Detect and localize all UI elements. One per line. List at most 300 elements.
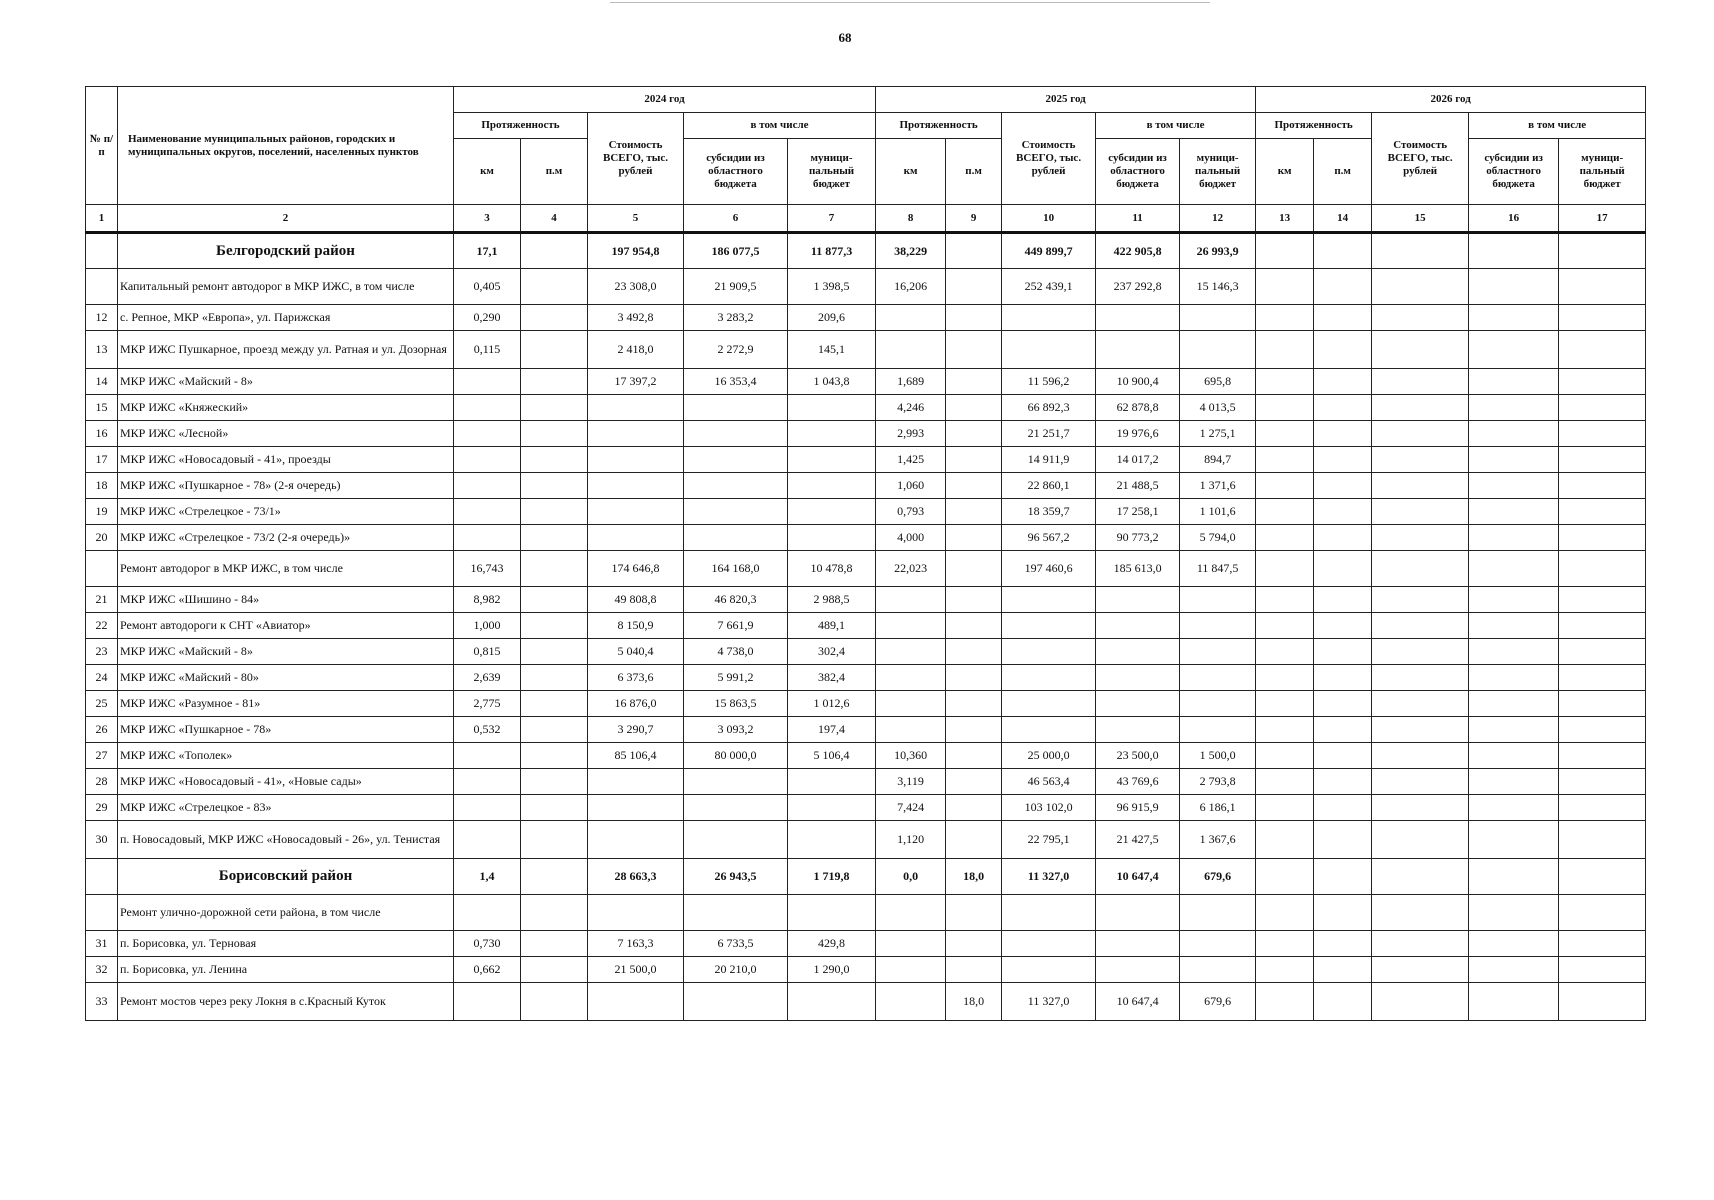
- value-cell: 3 093,2: [684, 717, 788, 743]
- value-cell: [521, 369, 588, 395]
- column-number: 9: [946, 205, 1002, 233]
- value-cell: [1096, 639, 1180, 665]
- value-cell: 17 258,1: [1096, 499, 1180, 525]
- value-cell: [1314, 931, 1372, 957]
- value-cell: [1372, 473, 1469, 499]
- value-cell: 1 012,6: [788, 691, 876, 717]
- value-cell: 145,1: [788, 331, 876, 369]
- header-municipal-2025: муници-пальный бюджет: [1180, 139, 1256, 205]
- value-cell: [1372, 957, 1469, 983]
- value-cell: 10 478,8: [788, 551, 876, 587]
- value-cell: 96 915,9: [1096, 795, 1180, 821]
- value-cell: [454, 421, 521, 447]
- value-cell: 22 860,1: [1002, 473, 1096, 499]
- value-cell: [1469, 743, 1559, 769]
- value-cell: 11 877,3: [788, 233, 876, 269]
- value-cell: [1469, 369, 1559, 395]
- table-row: [86, 369, 1646, 395]
- row-number: 29: [86, 795, 118, 821]
- header-subsidy-2025: субсидии из областного бюджета: [1096, 139, 1180, 205]
- value-cell: [1372, 369, 1469, 395]
- value-cell: [1559, 717, 1646, 743]
- value-cell: 0,793: [876, 499, 946, 525]
- value-cell: 1,000: [454, 613, 521, 639]
- value-cell: 2,775: [454, 691, 521, 717]
- value-cell: [1559, 233, 1646, 269]
- value-cell: 4 738,0: [684, 639, 788, 665]
- value-cell: [588, 983, 684, 1021]
- value-cell: [1256, 331, 1314, 369]
- value-cell: [454, 447, 521, 473]
- value-cell: [1180, 587, 1256, 613]
- value-cell: 14 017,2: [1096, 447, 1180, 473]
- value-cell: [1372, 421, 1469, 447]
- value-cell: [1559, 821, 1646, 859]
- row-number: 23: [86, 639, 118, 665]
- value-cell: [1314, 957, 1372, 983]
- value-cell: [454, 743, 521, 769]
- value-cell: [521, 447, 588, 473]
- table-row: [86, 421, 1646, 447]
- value-cell: 0,115: [454, 331, 521, 369]
- row-number: 24: [86, 665, 118, 691]
- value-cell: [1372, 525, 1469, 551]
- value-cell: [1372, 859, 1469, 895]
- value-cell: 11 596,2: [1002, 369, 1096, 395]
- value-cell: [1096, 931, 1180, 957]
- value-cell: 2 272,9: [684, 331, 788, 369]
- value-cell: 28 663,3: [588, 859, 684, 895]
- value-cell: [1469, 499, 1559, 525]
- value-cell: [1469, 269, 1559, 305]
- value-cell: [788, 473, 876, 499]
- value-cell: 66 892,3: [1002, 395, 1096, 421]
- value-cell: [684, 499, 788, 525]
- value-cell: 21 251,7: [1002, 421, 1096, 447]
- value-cell: [684, 821, 788, 859]
- item-name: МКР ИЖС «Пушкарное - 78»: [118, 717, 454, 743]
- value-cell: 16 353,4: [684, 369, 788, 395]
- item-name: МКР ИЖС «Стрелецкое - 73/1»: [118, 499, 454, 525]
- row-number: 20: [86, 525, 118, 551]
- header-name: Наименование муниципальных районов, городских и муниципальных округов, поселений, населенных пунктов: [118, 87, 454, 205]
- value-cell: [1096, 613, 1180, 639]
- row-number: 30: [86, 821, 118, 859]
- header-length-2026: Протяженность: [1256, 113, 1372, 139]
- value-cell: 18 359,7: [1002, 499, 1096, 525]
- value-cell: [1180, 305, 1256, 331]
- value-cell: [1256, 525, 1314, 551]
- table-row: [86, 525, 1646, 551]
- value-cell: 0,815: [454, 639, 521, 665]
- value-cell: [1559, 551, 1646, 587]
- value-cell: 449 899,7: [1002, 233, 1096, 269]
- value-cell: [1096, 691, 1180, 717]
- value-cell: [946, 233, 1002, 269]
- value-cell: [1096, 587, 1180, 613]
- table-row: [86, 551, 1646, 587]
- value-cell: [1256, 473, 1314, 499]
- value-cell: [1256, 957, 1314, 983]
- header-km-2025: км: [876, 139, 946, 205]
- value-cell: 1 500,0: [1180, 743, 1256, 769]
- value-cell: 46 820,3: [684, 587, 788, 613]
- value-cell: 10,360: [876, 743, 946, 769]
- value-cell: [1469, 983, 1559, 1021]
- value-cell: [1314, 499, 1372, 525]
- page-number: 68: [838, 30, 852, 45]
- value-cell: 2 793,8: [1180, 769, 1256, 795]
- value-cell: 21 500,0: [588, 957, 684, 983]
- value-cell: 90 773,2: [1096, 525, 1180, 551]
- value-cell: 0,0: [876, 859, 946, 895]
- value-cell: [876, 691, 946, 717]
- value-cell: [1314, 795, 1372, 821]
- value-cell: 8,982: [454, 587, 521, 613]
- table-row: [86, 473, 1646, 499]
- item-name: МКР ИЖС «Новосадовый - 41», «Новые сады»: [118, 769, 454, 795]
- value-cell: 16,743: [454, 551, 521, 587]
- value-cell: 14 911,9: [1002, 447, 1096, 473]
- header-subsidy-2024: субсидии из областного бюджета: [684, 139, 788, 205]
- value-cell: [946, 717, 1002, 743]
- value-cell: [1559, 665, 1646, 691]
- value-cell: [1559, 691, 1646, 717]
- value-cell: [876, 331, 946, 369]
- value-cell: [1314, 447, 1372, 473]
- value-cell: [946, 743, 1002, 769]
- value-cell: [684, 421, 788, 447]
- value-cell: [946, 331, 1002, 369]
- value-cell: [876, 931, 946, 957]
- value-cell: 185 613,0: [1096, 551, 1180, 587]
- header-pm-2025: п.м: [946, 139, 1002, 205]
- value-cell: [521, 931, 588, 957]
- value-cell: [1372, 305, 1469, 331]
- value-cell: 0,532: [454, 717, 521, 743]
- value-cell: [788, 421, 876, 447]
- value-cell: 0,730: [454, 931, 521, 957]
- value-cell: [1256, 395, 1314, 421]
- item-name: МКР ИЖС «Лесной»: [118, 421, 454, 447]
- value-cell: 1,4: [454, 859, 521, 895]
- value-cell: 15 863,5: [684, 691, 788, 717]
- row-number: [86, 551, 118, 587]
- value-cell: [521, 525, 588, 551]
- value-cell: [684, 473, 788, 499]
- value-cell: 1 275,1: [1180, 421, 1256, 447]
- value-cell: 21 427,5: [1096, 821, 1180, 859]
- value-cell: 18,0: [946, 983, 1002, 1021]
- row-number: 18: [86, 473, 118, 499]
- value-cell: 7 661,9: [684, 613, 788, 639]
- table-row: [86, 821, 1646, 859]
- header-km-2026: км: [1256, 139, 1314, 205]
- value-cell: [1096, 717, 1180, 743]
- value-cell: [1314, 233, 1372, 269]
- value-cell: [521, 743, 588, 769]
- table-row: [86, 305, 1646, 331]
- value-cell: [1314, 587, 1372, 613]
- value-cell: [1256, 551, 1314, 587]
- value-cell: [1372, 691, 1469, 717]
- value-cell: [1469, 931, 1559, 957]
- value-cell: 237 292,8: [1096, 269, 1180, 305]
- row-number: 33: [86, 983, 118, 1021]
- value-cell: [1256, 665, 1314, 691]
- value-cell: [1469, 795, 1559, 821]
- value-cell: [521, 551, 588, 587]
- item-name: МКР ИЖС «Новосадовый - 41», проезды: [118, 447, 454, 473]
- column-number: 11: [1096, 205, 1180, 233]
- value-cell: [1314, 639, 1372, 665]
- value-cell: [946, 395, 1002, 421]
- value-cell: 0,290: [454, 305, 521, 331]
- value-cell: [1002, 613, 1096, 639]
- value-cell: [1096, 665, 1180, 691]
- value-cell: [1002, 331, 1096, 369]
- value-cell: [1256, 983, 1314, 1021]
- value-cell: [1559, 859, 1646, 895]
- value-cell: [521, 895, 588, 931]
- item-name: МКР ИЖС «Майский - 80»: [118, 665, 454, 691]
- value-cell: [1469, 447, 1559, 473]
- value-cell: [876, 639, 946, 665]
- value-cell: 197 460,6: [1002, 551, 1096, 587]
- value-cell: [946, 821, 1002, 859]
- value-cell: [1372, 447, 1469, 473]
- value-cell: [1372, 665, 1469, 691]
- value-cell: [521, 859, 588, 895]
- table-body: [86, 233, 1646, 1021]
- value-cell: [454, 395, 521, 421]
- table-row: [86, 895, 1646, 931]
- value-cell: [588, 395, 684, 421]
- table-row: [86, 499, 1646, 525]
- column-number: 5: [588, 205, 684, 233]
- value-cell: [588, 821, 684, 859]
- value-cell: [1372, 639, 1469, 665]
- value-cell: [1314, 859, 1372, 895]
- header-pm-2024: п.м: [521, 139, 588, 205]
- value-cell: [1314, 473, 1372, 499]
- value-cell: [1559, 587, 1646, 613]
- value-cell: 19 976,6: [1096, 421, 1180, 447]
- value-cell: [1256, 305, 1314, 331]
- item-name: п. Новосадовый, МКР ИЖС «Новосадовый - 26», ул. Тенистая: [118, 821, 454, 859]
- value-cell: 894,7: [1180, 447, 1256, 473]
- value-cell: [1002, 691, 1096, 717]
- value-cell: [1180, 665, 1256, 691]
- value-cell: 80 000,0: [684, 743, 788, 769]
- item-name: Ремонт мостов через реку Локня в с.Красный Куток: [118, 983, 454, 1021]
- value-cell: [876, 957, 946, 983]
- value-cell: 1,120: [876, 821, 946, 859]
- value-cell: [1256, 499, 1314, 525]
- item-name: п. Борисовка, ул. Терновая: [118, 931, 454, 957]
- value-cell: [1314, 691, 1372, 717]
- value-cell: [1002, 957, 1096, 983]
- value-cell: [1256, 421, 1314, 447]
- value-cell: [1469, 473, 1559, 499]
- value-cell: [1559, 331, 1646, 369]
- value-cell: [946, 551, 1002, 587]
- value-cell: [946, 305, 1002, 331]
- value-cell: [684, 447, 788, 473]
- value-cell: [1180, 331, 1256, 369]
- value-cell: [1372, 717, 1469, 743]
- value-cell: 1,425: [876, 447, 946, 473]
- value-cell: [876, 665, 946, 691]
- value-cell: 10 647,4: [1096, 859, 1180, 895]
- value-cell: [1314, 665, 1372, 691]
- value-cell: [1372, 269, 1469, 305]
- value-cell: [1372, 983, 1469, 1021]
- value-cell: [788, 821, 876, 859]
- item-name: МКР ИЖС «Стрелецкое - 73/2 (2-я очередь)»: [118, 525, 454, 551]
- district-name: Борисовский район: [118, 859, 454, 895]
- value-cell: [1372, 795, 1469, 821]
- value-cell: [946, 691, 1002, 717]
- value-cell: [1256, 859, 1314, 895]
- value-cell: 197 954,8: [588, 233, 684, 269]
- value-cell: 174 646,8: [588, 551, 684, 587]
- value-cell: [946, 473, 1002, 499]
- column-number: 15: [1372, 205, 1469, 233]
- value-cell: 18,0: [946, 859, 1002, 895]
- column-number: 4: [521, 205, 588, 233]
- row-number: 21: [86, 587, 118, 613]
- value-cell: [1314, 983, 1372, 1021]
- value-cell: [1180, 957, 1256, 983]
- value-cell: [1096, 331, 1180, 369]
- value-cell: [521, 395, 588, 421]
- value-cell: [521, 821, 588, 859]
- row-number: 12: [86, 305, 118, 331]
- column-number: 1: [86, 205, 118, 233]
- value-cell: [684, 983, 788, 1021]
- value-cell: [946, 769, 1002, 795]
- value-cell: [684, 525, 788, 551]
- row-number: 13: [86, 331, 118, 369]
- value-cell: [788, 395, 876, 421]
- item-name: п. Борисовка, ул. Ленина: [118, 957, 454, 983]
- column-numbers-row: [86, 205, 1646, 233]
- value-cell: [521, 473, 588, 499]
- item-name: МКР ИЖС «Майский - 8»: [118, 369, 454, 395]
- row-number: 31: [86, 931, 118, 957]
- value-cell: 11 327,0: [1002, 859, 1096, 895]
- value-cell: 11 327,0: [1002, 983, 1096, 1021]
- value-cell: [454, 895, 521, 931]
- value-cell: [454, 769, 521, 795]
- value-cell: [946, 421, 1002, 447]
- value-cell: [1559, 613, 1646, 639]
- value-cell: [1314, 717, 1372, 743]
- value-cell: [521, 795, 588, 821]
- item-name: МКР ИЖС «Майский - 8»: [118, 639, 454, 665]
- row-number: 19: [86, 499, 118, 525]
- value-cell: 3 492,8: [588, 305, 684, 331]
- value-cell: 3,119: [876, 769, 946, 795]
- value-cell: 103 102,0: [1002, 795, 1096, 821]
- value-cell: 21 909,5: [684, 269, 788, 305]
- value-cell: 1,060: [876, 473, 946, 499]
- value-cell: [521, 983, 588, 1021]
- value-cell: 2,993: [876, 421, 946, 447]
- value-cell: [521, 717, 588, 743]
- item-name: Ремонт улично-дорожной сети района, в том числе: [118, 895, 454, 931]
- value-cell: [1469, 769, 1559, 795]
- value-cell: [1002, 931, 1096, 957]
- value-cell: [946, 525, 1002, 551]
- value-cell: 15 146,3: [1180, 269, 1256, 305]
- header-incl-2025: в том числе: [1096, 113, 1256, 139]
- value-cell: 25 000,0: [1002, 743, 1096, 769]
- header-incl-2024: в том числе: [684, 113, 876, 139]
- value-cell: 3 283,2: [684, 305, 788, 331]
- row-number: 28: [86, 769, 118, 795]
- value-cell: [1372, 395, 1469, 421]
- item-name: Ремонт автодорог в МКР ИЖС, в том числе: [118, 551, 454, 587]
- value-cell: [1559, 895, 1646, 931]
- value-cell: [946, 447, 1002, 473]
- value-cell: 22,023: [876, 551, 946, 587]
- item-name: МКР ИЖС «Пушкарное - 78» (2-я очередь): [118, 473, 454, 499]
- value-cell: [521, 587, 588, 613]
- table-row: [86, 331, 1646, 369]
- value-cell: 6 186,1: [1180, 795, 1256, 821]
- header-pm-2026: п.м: [1314, 139, 1372, 205]
- value-cell: 6 373,6: [588, 665, 684, 691]
- value-cell: [1314, 395, 1372, 421]
- value-cell: [1180, 613, 1256, 639]
- value-cell: [1180, 639, 1256, 665]
- column-number: 12: [1180, 205, 1256, 233]
- column-number: 16: [1469, 205, 1559, 233]
- value-cell: [1469, 613, 1559, 639]
- header-year-2025: 2025 год: [876, 87, 1256, 113]
- value-cell: 489,1: [788, 613, 876, 639]
- value-cell: [1469, 821, 1559, 859]
- value-cell: 2,639: [454, 665, 521, 691]
- value-cell: 23 500,0: [1096, 743, 1180, 769]
- value-cell: [1256, 795, 1314, 821]
- value-cell: [1096, 305, 1180, 331]
- value-cell: [454, 525, 521, 551]
- value-cell: [1314, 269, 1372, 305]
- value-cell: [1559, 639, 1646, 665]
- value-cell: [588, 525, 684, 551]
- district-row: [86, 233, 1646, 269]
- value-cell: 5 991,2: [684, 665, 788, 691]
- value-cell: [1469, 305, 1559, 331]
- value-cell: [1180, 895, 1256, 931]
- table-row: [86, 613, 1646, 639]
- value-cell: [588, 769, 684, 795]
- value-cell: 7,424: [876, 795, 946, 821]
- value-cell: 1 719,8: [788, 859, 876, 895]
- header-length-2024: Протяженность: [454, 113, 588, 139]
- table-row: [86, 795, 1646, 821]
- column-number: 14: [1314, 205, 1372, 233]
- value-cell: 17 397,2: [588, 369, 684, 395]
- value-cell: 5 106,4: [788, 743, 876, 769]
- value-cell: [788, 769, 876, 795]
- value-cell: [1372, 499, 1469, 525]
- value-cell: [521, 957, 588, 983]
- header-num: № п/п: [86, 87, 118, 205]
